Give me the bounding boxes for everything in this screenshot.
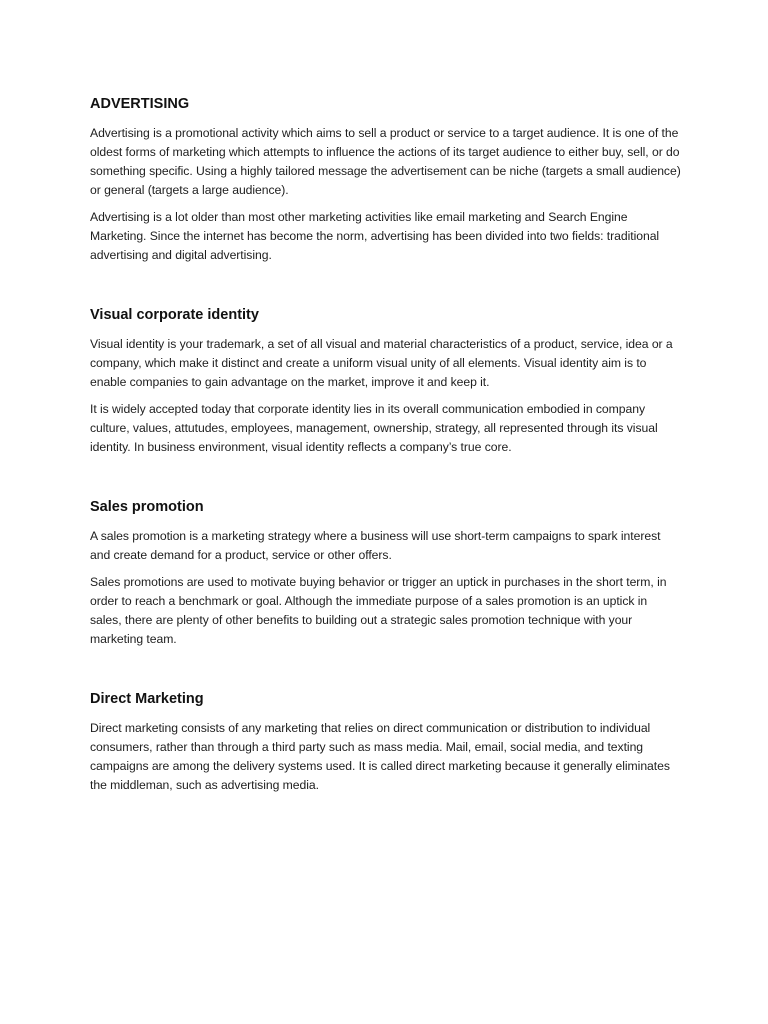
section-paragraph: Visual identity is your trademark, a set of all visual and material characteristics of a product, service, idea or a company, which make it distinct and create a uniform visual unity of all elements. Visual identity aim is to enable companies to gain advantage on the market, improve it and keep it. [90,337,673,389]
section-paragraph: It is widely accepted today that corporate identity lies in its overall communication embodied in company culture, values, attutudes, employees, management, ownership, strategy, all represented through its visual identity. In business environment, visual identity reflects a company’s true core. [90,402,658,454]
section-heading: ADVERTISING [90,96,190,112]
section-spacer [90,465,682,497]
section-spacer [90,273,682,305]
section-heading: Sales promotion [90,499,204,515]
section-heading: Visual corporate identity [90,307,259,323]
section-paragraph: Advertising is a promotional activity which aims to sell a product or service to a target audience. It is one of the oldest forms of marketing which attempts to influence the actions of its target audience to either buy, sell, or do something specific. Using a highly tailored message the advertisement can be niche (targets a small audience) or general (targets a large audience). [90,126,681,197]
section-paragraph: Sales promotions are used to motivate buying behavior or trigger an uptick in purchases in the short term, in order to reach a benchmark or goal. Although the immediate purpose of a sales promotion is an uptick in sales, there are plenty of other benefits to building out a strategic sales promotion technique with your marketing team. [90,575,667,646]
section-paragraph: A sales promotion is a marketing strategy where a business will use short-term campaigns to spark interest and create demand for a product, service or other offers. [90,529,661,562]
section-paragraph: Direct marketing consists of any marketing that relies on direct communication or distribution to individual consumers, rather than through a third party such as mass media. Mail, email, social media, and texting campaigns are among the delivery systems used. It is called direct marketing because it generally eliminates the middleman, such as advertising media. [90,721,670,792]
section-paragraph: Advertising is a lot older than most other marketing activities like email marketing and Search Engine Marketing. Since the internet has become the norm, advertising has been divided into two fields: traditional advertising and digital advertising. [90,210,660,262]
section-sales-promotion [90,497,682,649]
section-spacer [90,657,682,689]
section-heading: Direct Marketing [90,691,204,707]
section-direct-marketing [90,689,682,795]
section-advertising [90,94,682,265]
document-body [90,94,682,803]
section-visual-corporate-identity [90,305,682,457]
